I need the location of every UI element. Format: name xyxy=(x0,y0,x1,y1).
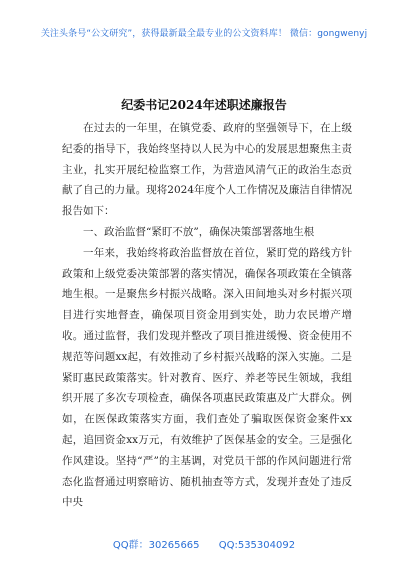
qq-number: QQ:535304092 xyxy=(218,540,296,551)
footer-contact xyxy=(0,536,408,551)
qq-group-number: QQ群：30265665 xyxy=(112,540,200,551)
header-note: 关注头条号“公文研究”，获得最新最全最专业的公文资料库！ 微信：gongwenyj xyxy=(40,29,368,39)
document-title: 纪委书记2024年述职述廉报告 xyxy=(121,98,287,112)
document-body xyxy=(62,118,352,513)
intro-paragraph: 在过去的一年里，在镇党委、政府的坚强领导下，在上级纪委的指导下，我始终坚持以人民为中心的发展思想聚焦主责主业，扎实开展纪检监察工作，为营造风清气正的政治生态贡献了自己的力量。现将2024年度个人工作情况及廉洁自律情况报告如下： xyxy=(62,122,352,218)
body-paragraph: 一年来，我始终将政治监督放在首位，紧盯党的路线方针政策和上级党委决策部署的落实情况，确保各项政策在全镇落地生根。一是聚焦乡村振兴战略。深入田间地头对乡村振兴项目进行实地督查，确保项目资金用到实处，助力农民增产增收。通过监督，我们发现并整改了项目推进缓慢、资金使用不规范等问题xx起，有效推动了乡村振兴战略的深入实施。二是紧盯惠民政策落实。针对教育、医疗、养老等民生领域，我组织开展了多次专项检查，确保各项惠民政策惠及广大群众。例如，在医保政策落实方面，我们查处了骗取医保资金案件xx起，追回资金xx万元，有效维护了医保基金的安全。三是强化作风建设。坚持“严”的主基调，对党员干部的作风问题进行常态化监督通过明察暗访、随机抽查等方式，发现并查处了违反中央 xyxy=(62,246,352,509)
section-heading: 一、政治监督“紧盯不放”，确保决策部署落地生根 xyxy=(83,225,315,238)
